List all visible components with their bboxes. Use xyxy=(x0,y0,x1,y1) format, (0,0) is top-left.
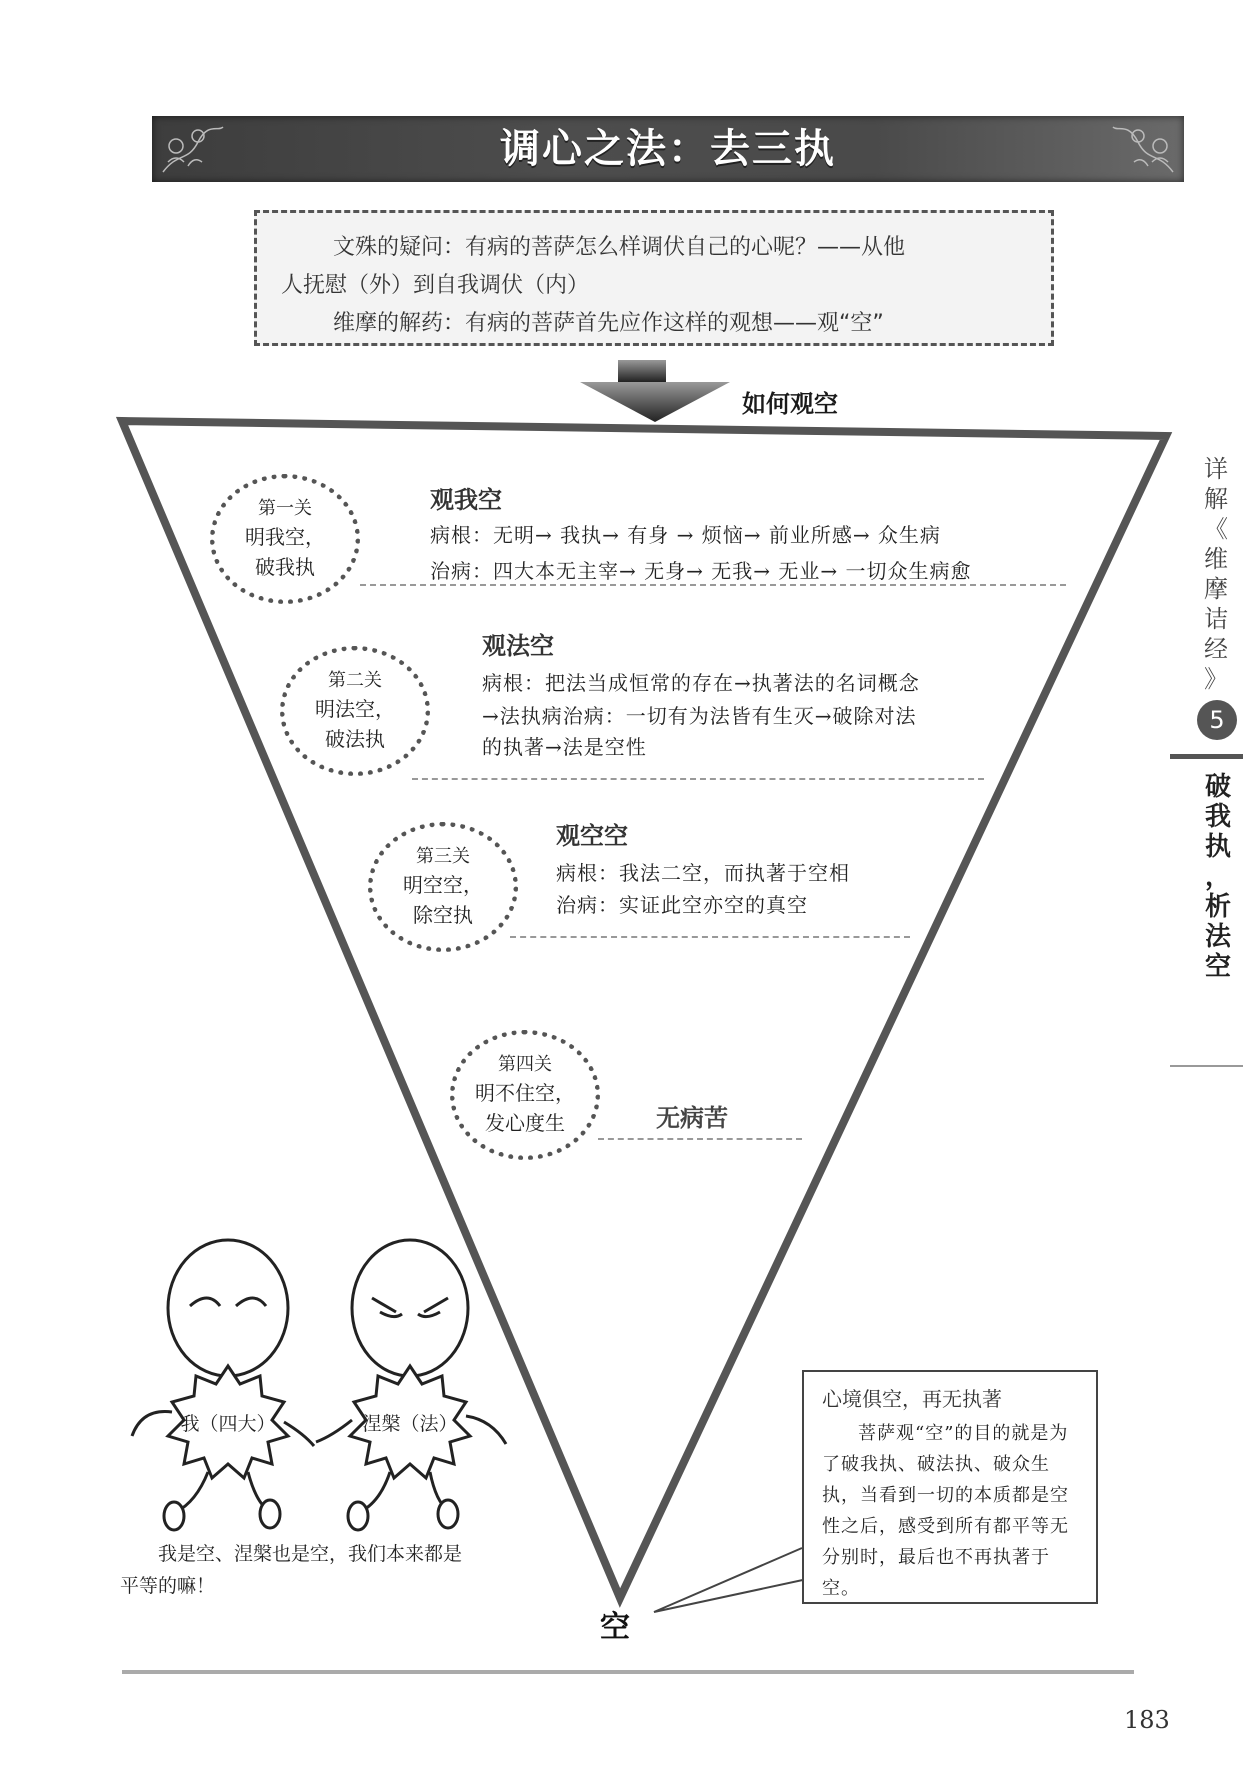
stage-4-level: 第四关 xyxy=(498,1054,552,1075)
intro-line-1: 文殊的疑问：有病的菩萨怎么样调伏自己的心呢？——从他 xyxy=(333,235,906,260)
stage-2-line-1: 病根：把法当成恒常的存在→执著法的名词概念 xyxy=(482,671,920,695)
arrow-label: 如何观空 xyxy=(742,390,838,418)
stage-1-level: 第一关 xyxy=(258,498,312,519)
side-divider xyxy=(1170,754,1243,759)
stage-3-cause: 病根：我法二空，而执著于空相 xyxy=(556,861,850,885)
bottom-label: 空 xyxy=(600,1610,630,1645)
stage-3-circle xyxy=(368,822,518,952)
stage-1-title: 观我空 xyxy=(430,485,502,514)
stage-2-title: 观法空 xyxy=(482,631,554,660)
stage-4-goal: 明不住空， xyxy=(475,1081,575,1105)
stage-1-divider xyxy=(360,584,1066,586)
note-box xyxy=(802,1370,1098,1604)
cartoon-characters xyxy=(120,1236,510,1536)
stage-3-level: 第三关 xyxy=(416,846,470,867)
note-body: 菩萨观“空”的目的就是为了破我执、破法执、破众生执，当看到一切的本质都是空性之后，感受到所有都平等无分别时，最后也不再执著于空。 xyxy=(822,1423,1069,1599)
stage-1-circle xyxy=(210,474,360,604)
stage-3-break: 除空执 xyxy=(413,903,473,927)
stage-3-divider xyxy=(510,936,910,938)
stage-2-circle xyxy=(280,646,430,776)
stage-2-line-2: →法执病治病：一切有为法皆有生灭→破除对法 xyxy=(482,704,917,728)
right-character-label: 涅槃（法） xyxy=(362,1413,458,1435)
stage-2-level: 第二关 xyxy=(328,670,382,691)
stage-4-circle xyxy=(450,1030,600,1160)
page-number: 183 xyxy=(1124,1706,1170,1734)
stage-4-divider xyxy=(598,1138,802,1140)
stage-4-result: 无病苦 xyxy=(656,1103,728,1132)
intro-line-3: 维摩的解药：有病的菩萨首先应作这样的观想——观“空” xyxy=(333,311,884,336)
stage-2-goal: 明法空， xyxy=(315,697,395,721)
chapter-number-badge: 5 xyxy=(1197,700,1237,740)
stage-3-goal: 明空空， xyxy=(403,873,483,897)
left-character-label: 我（四大） xyxy=(180,1413,276,1435)
stage-3-cure: 治病：实证此空亦空的真空 xyxy=(556,893,808,917)
stage-1-goal: 明我空， xyxy=(245,525,325,549)
stage-3-title: 观空空 xyxy=(556,821,628,850)
note-title: 心境俱空，再无执著 xyxy=(822,1387,1002,1411)
stage-2-break: 破法执 xyxy=(325,727,385,751)
stage-1-cause: 病根：无明→ 我执→ 有身 → 烦恼→ 前业所感→ 众生病 xyxy=(430,523,941,547)
left-character-head xyxy=(168,1240,288,1376)
cartoon-caption: 我是空、涅槃也是空，我们本来都是平等的嘛！ xyxy=(120,1543,463,1597)
stage-2-line-3: 的执著→法是空性 xyxy=(482,735,647,759)
intro-line-2: 人抚慰（外）到自我调伏（内） xyxy=(281,273,590,298)
page-title: 调心之法：去三执 xyxy=(500,126,836,172)
stage-2-divider xyxy=(412,778,984,780)
side-topic-title: 破 我 执 ， 析 法 空 xyxy=(1204,772,1231,982)
side-series-title: 详 解 《 维 摩 诘 经 》 xyxy=(1204,455,1228,693)
stage-1-break: 破我执 xyxy=(255,555,315,579)
stage-4-break: 发心度生 xyxy=(485,1111,565,1135)
stage-1-cure: 治病：四大本无主宰→ 无身→ 无我→ 无业→ 一切众生病愈 xyxy=(430,559,972,583)
right-character-head xyxy=(352,1240,468,1376)
